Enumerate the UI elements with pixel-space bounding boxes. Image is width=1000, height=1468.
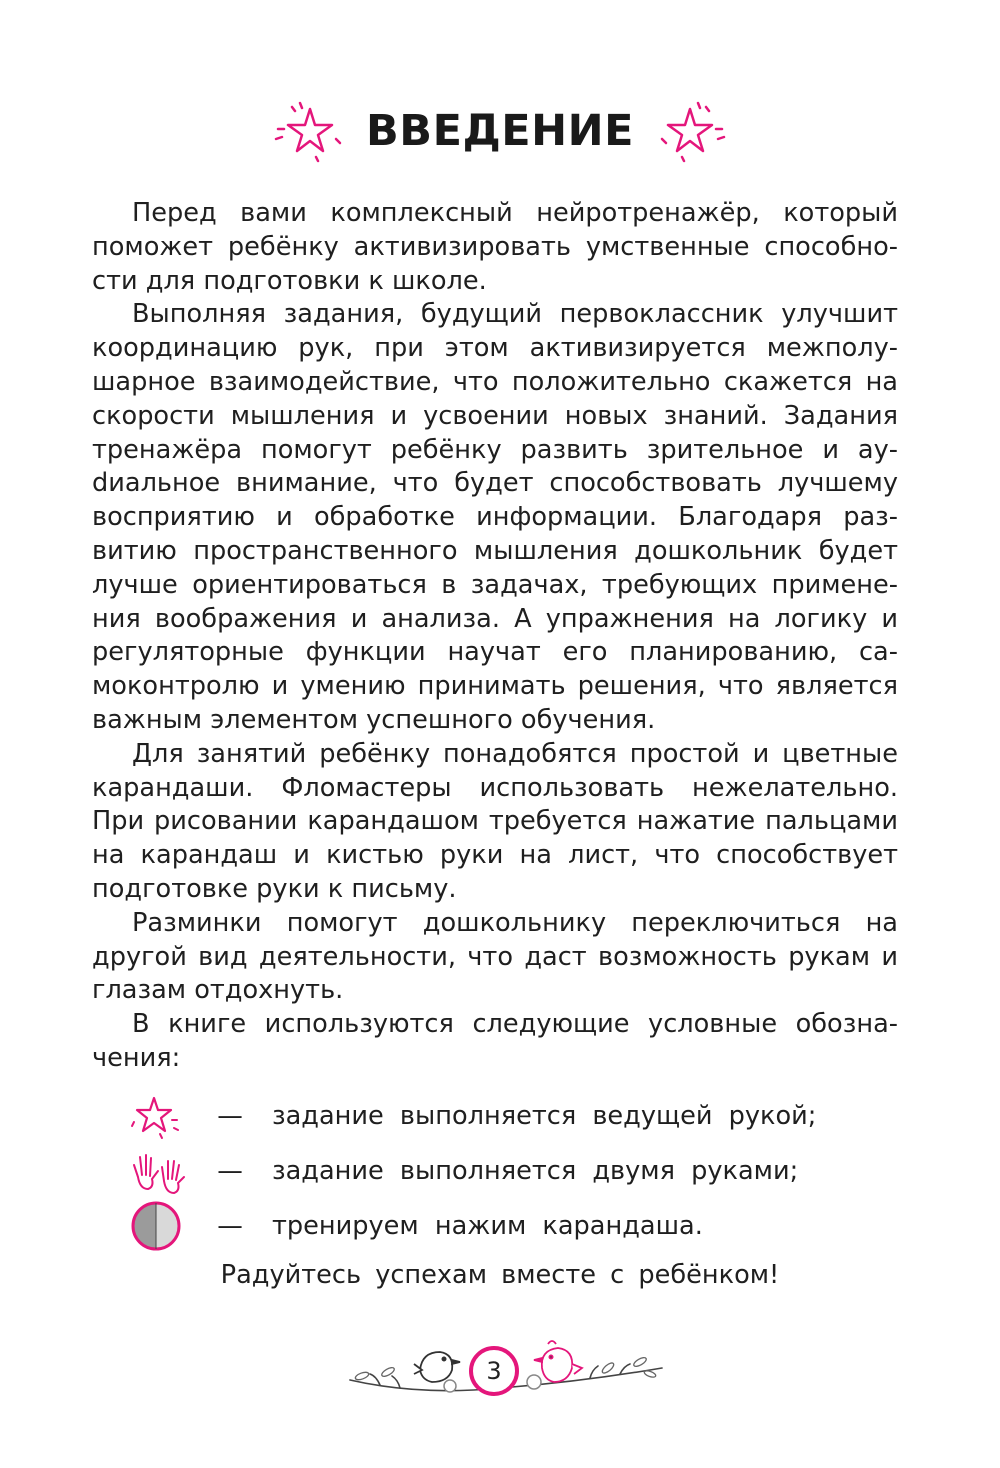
legend-dash: — xyxy=(217,1155,243,1186)
paragraph: Перед вами комплексный нейротренажёр, который поможет ребёнку активизировать умственные способности для подготовки к школе. xyxy=(92,198,898,296)
bird-icon xyxy=(414,1352,460,1382)
symbol-legend xyxy=(130,1088,890,1253)
paragraph: Выполняя задания, будущий первоклассник улучшит координацию рук, при этом активизируется межполушарное взаимодействие, что положительно скажется на скорости мышления и усвоении новых знаний. Задания тренажёра помогут ребёнку развить зрительное и ауdиальное внимание, что будет способствовать лучшему восприятию и обработке информации. Благодаря развитию пространственного мышления дошкольник будет лучше ориентироваться в задачах, требующих применения воображения и анализа. А упражнения на логику и регуляторные функции научат его планированию, самоконтролю и умению принимать решения, что является важным элементом успешного обучения. xyxy=(92,299,898,735)
star-decoration-icon xyxy=(656,99,728,163)
title-row xyxy=(0,96,1000,166)
star-decoration-icon xyxy=(272,99,344,163)
legend-text: задание выполняется ведущей рукой; xyxy=(272,1100,817,1131)
paragraph: Разминки помогут дошкольнику переключиться на другой вид деятельности, что даст возможность рукам и глазам отдохнуть. xyxy=(92,907,898,1006)
bird-icon xyxy=(534,1341,582,1382)
legend-icon-slot xyxy=(130,1200,190,1252)
page-title: ВВЕДЕНИЕ xyxy=(366,106,634,156)
legend-icon-slot xyxy=(130,1090,190,1142)
pressure-circle-icon xyxy=(130,1200,182,1252)
legend-icon-slot xyxy=(130,1145,190,1197)
legend-dash: — xyxy=(217,1210,243,1241)
legend-item xyxy=(130,1088,890,1143)
legend-item xyxy=(130,1198,890,1253)
paragraph: Для занятий ребёнку понадобятся простой и цветные карандаши. Фломастеры использовать нежелательно. При рисовании карандашом требуется нажатие пальцами на карандаш и кистью руки на лист, что способствует подготовке руки к письму. xyxy=(92,738,898,904)
hands-icon xyxy=(130,1147,188,1195)
legend-text: тренируем нажим карандаша. xyxy=(272,1210,703,1241)
star-icon xyxy=(130,1092,182,1140)
intro-text xyxy=(92,197,898,1076)
paragraph: В книге используются следующие условные обозначения: xyxy=(92,1009,898,1073)
legend-item xyxy=(130,1143,890,1198)
legend-dash: — xyxy=(217,1100,243,1131)
legend-text: задание выполняется двумя руками; xyxy=(272,1155,799,1186)
closing-line: Радуйтесь успехам вместе с ребёнком! xyxy=(220,1260,780,1290)
page-number: 3 xyxy=(469,1346,519,1396)
